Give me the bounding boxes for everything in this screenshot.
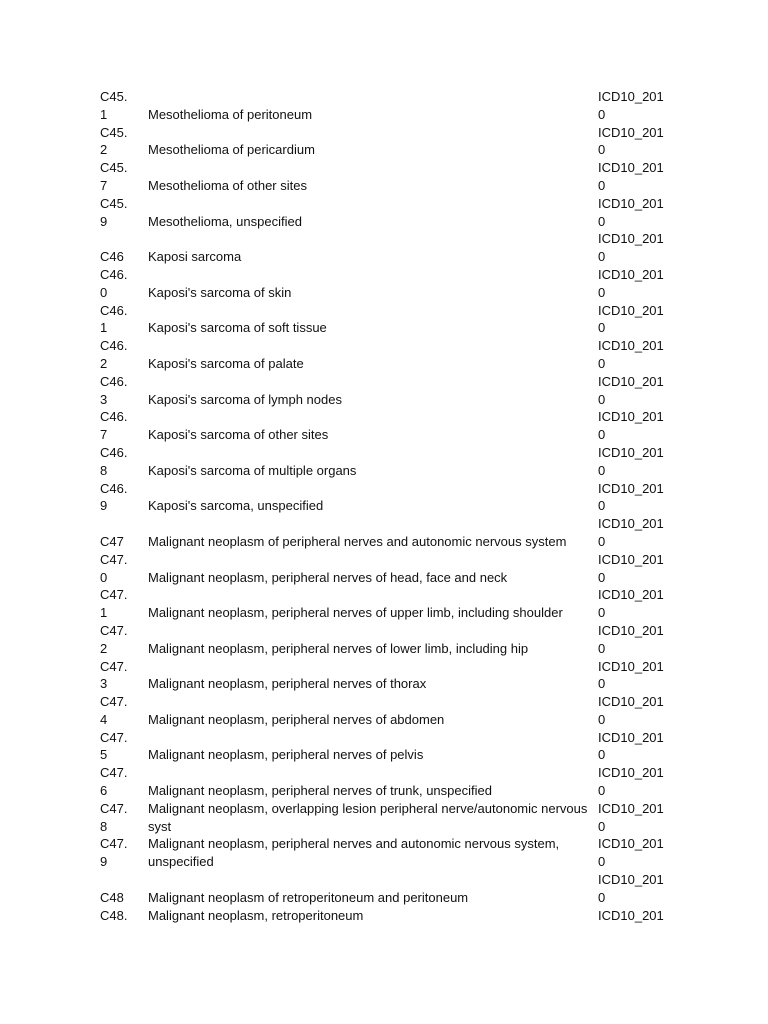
version-cell bbox=[598, 159, 668, 195]
table-row bbox=[100, 622, 680, 658]
version-cell bbox=[598, 230, 668, 266]
code-line-2: 2 bbox=[100, 355, 108, 371]
code-cell bbox=[100, 515, 148, 551]
table-row bbox=[100, 480, 680, 516]
description-cell bbox=[148, 302, 598, 338]
version-line-2: 0 bbox=[598, 355, 606, 371]
description-text: Kaposi's sarcoma of multiple organs bbox=[148, 462, 357, 478]
code-line-1: C45. bbox=[100, 124, 128, 140]
code-line-1: C46. bbox=[100, 302, 128, 318]
table-row bbox=[100, 586, 680, 622]
description-cell bbox=[148, 124, 598, 160]
description-text: Malignant neoplasm, peripheral nerves of head, face and neck bbox=[148, 569, 508, 585]
version-cell bbox=[598, 124, 668, 160]
code-line-1: C46. bbox=[100, 266, 128, 282]
code-line-2: C46 bbox=[100, 249, 124, 265]
version-cell bbox=[598, 693, 668, 729]
code-cell bbox=[100, 195, 148, 231]
description-text: Malignant neoplasm, peripheral nerves of pelvis bbox=[148, 747, 424, 763]
table-row bbox=[100, 764, 680, 800]
version-line-1: ICD10_201 bbox=[598, 302, 664, 318]
description-cell bbox=[148, 88, 598, 124]
code-line-2: 3 bbox=[100, 391, 108, 407]
version-line-2: 0 bbox=[598, 569, 606, 585]
description-text: Malignant neoplasm, peripheral nerves of upper limb, including shoulder bbox=[148, 605, 563, 621]
table-row bbox=[100, 373, 680, 409]
code-line-1 bbox=[100, 230, 148, 248]
version-line-2: 0 bbox=[598, 676, 606, 692]
table-row bbox=[100, 302, 680, 338]
description-text: Malignant neoplasm, peripheral nerves of lower limb, including hip bbox=[148, 640, 529, 656]
code-line-1: C47. bbox=[100, 800, 128, 816]
code-line-2: 6 bbox=[100, 783, 108, 799]
code-cell bbox=[100, 159, 148, 195]
code-line-2: 8 bbox=[100, 818, 108, 834]
code-line-2: 1 bbox=[100, 320, 108, 336]
version-cell bbox=[598, 764, 668, 800]
version-line-2: 0 bbox=[598, 249, 606, 265]
code-line-1: C46. bbox=[100, 338, 128, 354]
version-cell bbox=[598, 444, 668, 480]
code-line-1 bbox=[100, 871, 148, 889]
version-line-2: 0 bbox=[598, 320, 606, 336]
version-line-2: 0 bbox=[598, 391, 606, 407]
version-cell bbox=[598, 266, 668, 302]
table-row bbox=[100, 444, 680, 480]
description-text: Malignant neoplasm, overlapping lesion peripheral nerve/autonomic nervous syst bbox=[148, 800, 588, 834]
version-line-1: ICD10_201 bbox=[598, 694, 664, 710]
code-line-2: 9 bbox=[100, 498, 108, 514]
table-row bbox=[100, 729, 680, 765]
version-cell bbox=[598, 907, 668, 925]
version-line-2: 0 bbox=[598, 605, 606, 621]
version-cell bbox=[598, 586, 668, 622]
version-line-2: 0 bbox=[598, 498, 606, 514]
version-line-2: 0 bbox=[598, 142, 606, 158]
description-text: Malignant neoplasm of retroperitoneum and peritoneum bbox=[148, 889, 469, 905]
description-text: Kaposi's sarcoma of soft tissue bbox=[148, 320, 327, 336]
version-cell bbox=[598, 373, 668, 409]
version-line-2: 0 bbox=[598, 854, 606, 870]
table-row bbox=[100, 159, 680, 195]
version-line-2: 0 bbox=[598, 889, 606, 905]
version-line-1: ICD10_201 bbox=[598, 338, 664, 354]
description-cell bbox=[148, 230, 598, 266]
version-line-1: ICD10_201 bbox=[598, 373, 664, 389]
version-line-2: 0 bbox=[598, 177, 606, 193]
code-cell bbox=[100, 444, 148, 480]
description-text: Malignant neoplasm, peripheral nerves of trunk, unspecified bbox=[148, 783, 492, 799]
version-cell bbox=[598, 195, 668, 231]
version-cell bbox=[598, 337, 668, 373]
code-cell bbox=[100, 373, 148, 409]
code-line-1: C47. bbox=[100, 587, 128, 603]
version-line-2: 0 bbox=[598, 213, 606, 229]
version-line-1: ICD10_201 bbox=[598, 872, 664, 888]
code-line-2: 2 bbox=[100, 142, 108, 158]
version-cell bbox=[598, 729, 668, 765]
description-cell bbox=[148, 800, 598, 836]
code-cell bbox=[100, 551, 148, 587]
table-row bbox=[100, 871, 680, 907]
code-line-2: 9 bbox=[100, 213, 108, 229]
version-line-2: 0 bbox=[598, 284, 606, 300]
description-cell bbox=[148, 835, 598, 871]
code-cell bbox=[100, 871, 148, 907]
version-line-1: ICD10_201 bbox=[598, 409, 664, 425]
table-row bbox=[100, 266, 680, 302]
table-row bbox=[100, 124, 680, 160]
code-line-2: C48 bbox=[100, 889, 124, 905]
code-cell bbox=[100, 408, 148, 444]
code-line-1: C47. bbox=[100, 551, 128, 567]
description-cell bbox=[148, 373, 598, 409]
code-cell bbox=[100, 835, 148, 871]
code-line-1: C47. bbox=[100, 729, 128, 745]
description-text: Kaposi sarcoma bbox=[148, 249, 242, 265]
code-cell bbox=[100, 230, 148, 266]
code-line-1: C47. bbox=[100, 836, 128, 852]
description-cell bbox=[148, 159, 598, 195]
table-row bbox=[100, 337, 680, 373]
code-line-1: C48. bbox=[100, 907, 128, 923]
code-line-2: 7 bbox=[100, 427, 108, 443]
description-text: Malignant neoplasm, peripheral nerves and autonomic nervous system, unspecified bbox=[148, 836, 560, 870]
version-line-1: ICD10_201 bbox=[598, 124, 664, 140]
description-cell bbox=[148, 337, 598, 373]
description-text: Kaposi's sarcoma of skin bbox=[148, 284, 292, 300]
description-cell bbox=[148, 764, 598, 800]
version-cell bbox=[598, 835, 668, 871]
version-cell bbox=[598, 658, 668, 694]
version-cell bbox=[598, 551, 668, 587]
version-line-1: ICD10_201 bbox=[598, 622, 664, 638]
code-line-2: 1 bbox=[100, 106, 108, 122]
code-cell bbox=[100, 658, 148, 694]
version-line-1: ICD10_201 bbox=[598, 444, 664, 460]
version-line-2: 0 bbox=[598, 640, 606, 656]
version-line-1: ICD10_201 bbox=[598, 516, 664, 532]
code-line-2: 1 bbox=[100, 605, 108, 621]
description-cell bbox=[148, 266, 598, 302]
code-line-1: C47. bbox=[100, 765, 128, 781]
description-text: Kaposi's sarcoma, unspecified bbox=[148, 498, 324, 514]
description-cell bbox=[148, 444, 598, 480]
version-line-1: ICD10_201 bbox=[598, 800, 664, 816]
table-row bbox=[100, 88, 680, 124]
table-row bbox=[100, 551, 680, 587]
code-line-1: C47. bbox=[100, 622, 128, 638]
table-row bbox=[100, 230, 680, 266]
description-text: Malignant neoplasm, retroperitoneum bbox=[148, 907, 364, 923]
version-cell bbox=[598, 88, 668, 124]
table-row bbox=[100, 195, 680, 231]
version-line-2: 0 bbox=[598, 427, 606, 443]
version-line-1: ICD10_201 bbox=[598, 231, 664, 247]
code-line-1: C45. bbox=[100, 195, 128, 211]
description-cell bbox=[148, 658, 598, 694]
description-text: Mesothelioma of peritoneum bbox=[148, 106, 313, 122]
version-line-1: ICD10_201 bbox=[598, 587, 664, 603]
description-text: Kaposi's sarcoma of palate bbox=[148, 355, 304, 371]
version-line-1: ICD10_201 bbox=[598, 89, 664, 104]
code-line-1: C46. bbox=[100, 480, 128, 496]
code-cell bbox=[100, 480, 148, 516]
description-text: Malignant neoplasm of peripheral nerves and autonomic nervous system bbox=[148, 533, 567, 549]
code-line-2: 4 bbox=[100, 711, 108, 727]
code-line-1: C47. bbox=[100, 658, 128, 674]
table-row bbox=[100, 408, 680, 444]
code-line-2: 2 bbox=[100, 640, 108, 656]
version-line-2: 0 bbox=[598, 106, 606, 122]
version-cell bbox=[598, 871, 668, 907]
code-cell bbox=[100, 302, 148, 338]
version-cell bbox=[598, 800, 668, 836]
version-line-2: 0 bbox=[598, 462, 606, 478]
code-cell bbox=[100, 764, 148, 800]
table-row bbox=[100, 515, 680, 551]
description-text: Malignant neoplasm, peripheral nerves of thorax bbox=[148, 676, 427, 692]
code-line-2: 3 bbox=[100, 676, 108, 692]
code-line-2: 7 bbox=[100, 177, 108, 193]
code-line-2: C47 bbox=[100, 533, 124, 549]
version-line-1: ICD10_201 bbox=[598, 729, 664, 745]
description-cell bbox=[148, 729, 598, 765]
version-line-1: ICD10_201 bbox=[598, 765, 664, 781]
code-line-1 bbox=[100, 515, 148, 533]
description-text: Mesothelioma of pericardium bbox=[148, 142, 315, 158]
version-line-1: ICD10_201 bbox=[598, 195, 664, 211]
version-line-1: ICD10_201 bbox=[598, 836, 664, 852]
description-cell bbox=[148, 515, 598, 551]
description-text: Kaposi's sarcoma of lymph nodes bbox=[148, 391, 342, 407]
code-line-1: C46. bbox=[100, 444, 128, 460]
icd-code-table bbox=[100, 88, 680, 924]
code-cell bbox=[100, 729, 148, 765]
description-cell bbox=[148, 195, 598, 231]
version-line-2: 0 bbox=[598, 783, 606, 799]
code-line-2: 0 bbox=[100, 569, 108, 585]
description-cell bbox=[148, 907, 598, 925]
table-row bbox=[100, 907, 680, 925]
table-row bbox=[100, 800, 680, 836]
code-cell bbox=[100, 88, 148, 124]
version-cell bbox=[598, 408, 668, 444]
version-cell bbox=[598, 515, 668, 551]
code-line-1: C46. bbox=[100, 373, 128, 389]
code-line-2: 0 bbox=[100, 284, 108, 300]
code-cell bbox=[100, 266, 148, 302]
description-cell bbox=[148, 693, 598, 729]
code-cell bbox=[100, 693, 148, 729]
description-text: Malignant neoplasm, peripheral nerves of abdomen bbox=[148, 711, 445, 727]
code-cell bbox=[100, 800, 148, 836]
table-row bbox=[100, 835, 680, 871]
code-cell bbox=[100, 124, 148, 160]
code-line-2: 5 bbox=[100, 747, 108, 763]
code-cell bbox=[100, 907, 148, 925]
version-line-1: ICD10_201 bbox=[598, 160, 664, 176]
version-line-2: 0 bbox=[598, 711, 606, 727]
description-text: Kaposi's sarcoma of other sites bbox=[148, 427, 329, 443]
code-line-1: C47. bbox=[100, 694, 128, 710]
table-row bbox=[100, 693, 680, 729]
version-line-1: ICD10_201 bbox=[598, 551, 664, 567]
version-cell bbox=[598, 622, 668, 658]
code-line-1: C45. bbox=[100, 160, 128, 176]
code-cell bbox=[100, 586, 148, 622]
version-line-2: 0 bbox=[598, 747, 606, 763]
version-line-1: ICD10_201 bbox=[598, 907, 664, 923]
description-cell bbox=[148, 480, 598, 516]
version-line-2: 0 bbox=[598, 533, 606, 549]
version-cell bbox=[598, 480, 668, 516]
description-cell bbox=[148, 586, 598, 622]
description-text: Mesothelioma, unspecified bbox=[148, 213, 302, 229]
code-line-1: C45. bbox=[100, 89, 128, 104]
version-line-1: ICD10_201 bbox=[598, 658, 664, 674]
description-cell bbox=[148, 551, 598, 587]
description-cell bbox=[148, 622, 598, 658]
description-cell bbox=[148, 871, 598, 907]
table-row bbox=[100, 658, 680, 694]
code-line-2: 9 bbox=[100, 854, 108, 870]
code-cell bbox=[100, 337, 148, 373]
description-text: Mesothelioma of other sites bbox=[148, 177, 307, 193]
code-cell bbox=[100, 622, 148, 658]
code-line-2: 8 bbox=[100, 462, 108, 478]
code-line-1: C46. bbox=[100, 409, 128, 425]
description-cell bbox=[148, 408, 598, 444]
version-line-1: ICD10_201 bbox=[598, 266, 664, 282]
version-line-1: ICD10_201 bbox=[598, 480, 664, 496]
version-line-2: 0 bbox=[598, 818, 606, 834]
version-cell bbox=[598, 302, 668, 338]
